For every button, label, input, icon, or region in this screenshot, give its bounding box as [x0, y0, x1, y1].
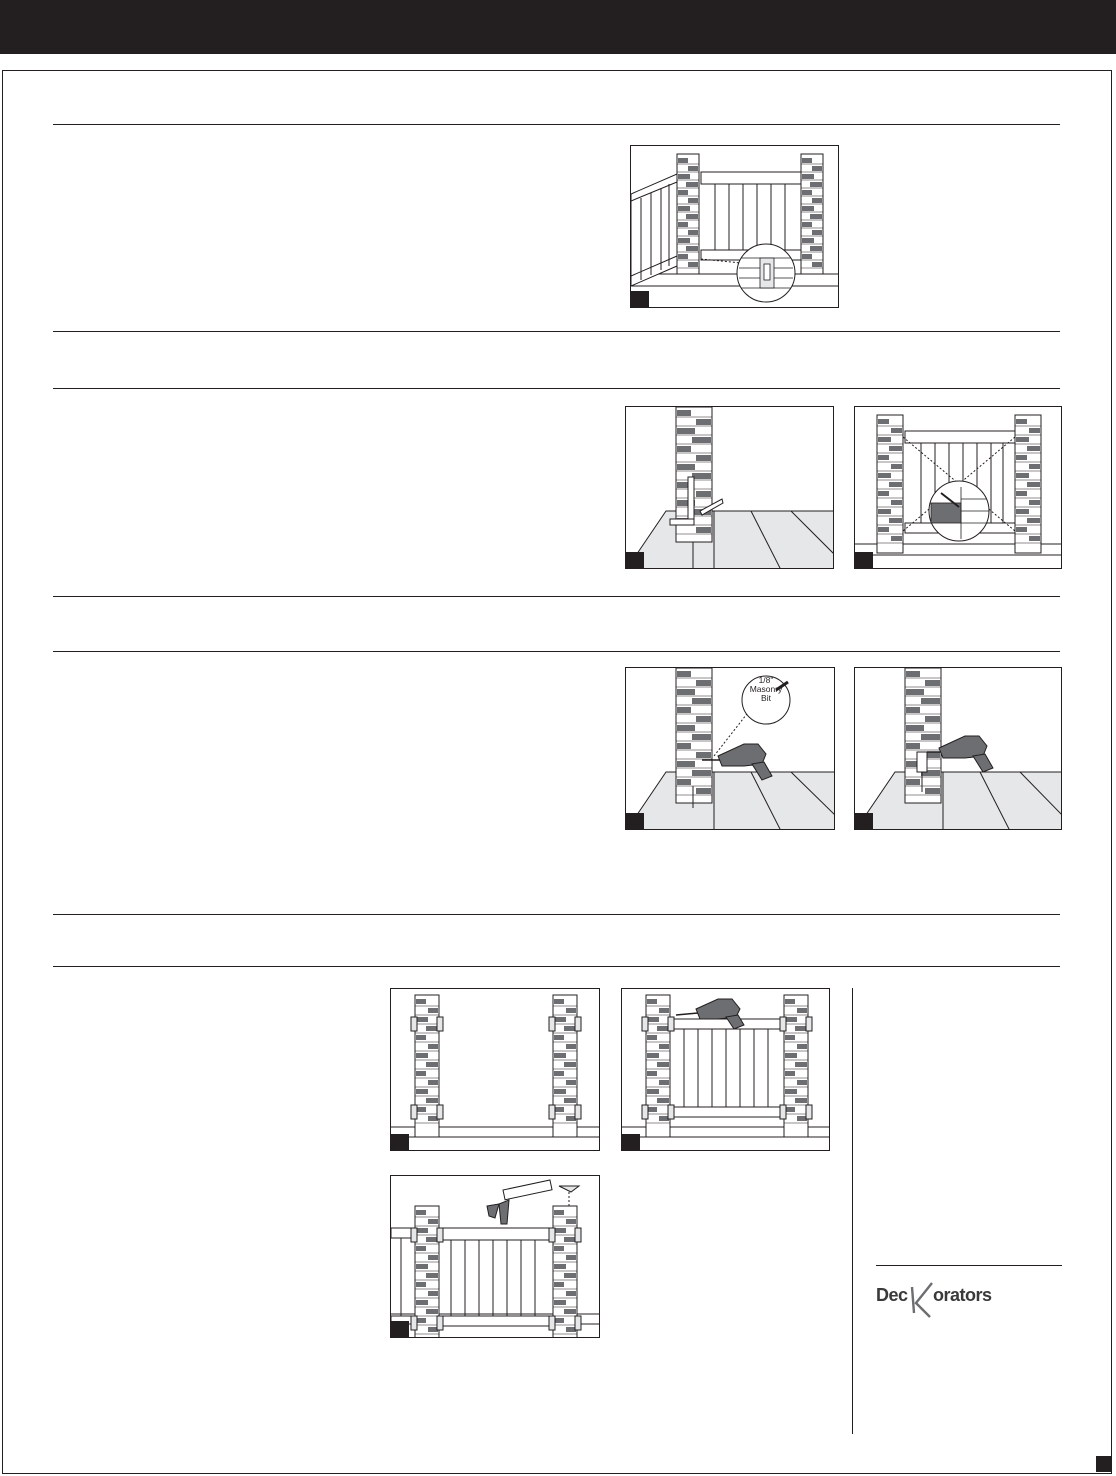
section-rule	[53, 914, 1060, 915]
figure-caulk-cap	[390, 1175, 600, 1338]
deckorators-logo	[876, 1281, 1006, 1321]
decking-k-mark-icon	[906, 1281, 936, 1321]
section-rule	[53, 331, 1060, 332]
figure-rail-square-check	[854, 406, 1062, 569]
section-rule	[53, 124, 1060, 125]
figure-drill-masonry	[625, 667, 835, 830]
figure-drill-bracket	[854, 667, 1062, 830]
header-band	[0, 0, 1116, 54]
section-rule	[53, 388, 1060, 389]
figure-number-box	[622, 1134, 640, 1150]
figure-number-box	[626, 813, 644, 829]
figure-measure-column	[625, 406, 834, 569]
figure-number-box	[626, 552, 644, 568]
logo-word-right: orators	[933, 1285, 992, 1305]
figure-number-box	[855, 552, 873, 568]
column-divider	[852, 988, 853, 1434]
figure-number-box	[631, 291, 649, 307]
figure-brackets-mounted	[390, 988, 600, 1151]
figure-number-box	[391, 1134, 409, 1150]
figure-number-box	[391, 1321, 409, 1337]
logo-rule	[876, 1265, 1062, 1266]
page-corner-marker	[1096, 1456, 1112, 1472]
logo-word-left: Dec	[876, 1285, 908, 1305]
figure-rail-installed	[621, 988, 830, 1151]
masonry-bit-label: 1/8" Masonry Bit	[749, 675, 783, 703]
figure-railing-overview	[630, 145, 839, 308]
section-rule	[53, 651, 1060, 652]
section-rule	[53, 966, 1060, 967]
figure-number-box	[855, 813, 873, 829]
section-rule	[53, 596, 1060, 597]
